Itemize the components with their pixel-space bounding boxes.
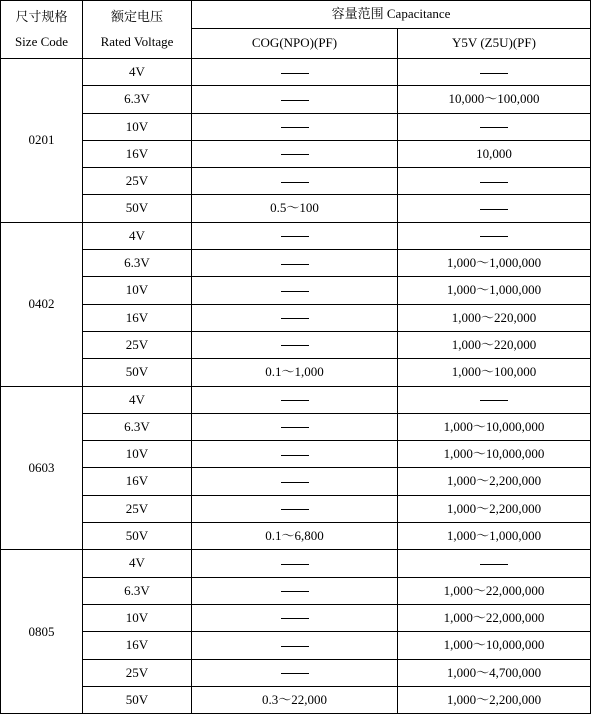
capacitance-header: 容量范围 Capacitance: [192, 1, 591, 29]
voltage-cell: 16V: [83, 304, 192, 331]
table-row: [1, 222, 591, 249]
voltage-cell: 4V: [83, 386, 192, 413]
voltage-cell: 16V: [83, 632, 192, 659]
table-row: [1, 277, 591, 304]
y5v-cell: 1,000～10,000,000: [398, 632, 591, 659]
dash-placeholder: [281, 618, 309, 619]
cog-empty-cell: [192, 468, 398, 495]
cog-cell: 0.1～6,800: [192, 523, 398, 550]
cog-empty-cell: [192, 604, 398, 631]
cog-empty-cell: [192, 140, 398, 167]
dash-placeholder: [281, 345, 309, 346]
size-code-cell: 0402: [1, 222, 83, 386]
dash-placeholder: [281, 154, 309, 155]
y5v-empty-cell: [398, 113, 591, 140]
y5v-cell: 1,000～2,200,000: [398, 686, 591, 713]
table-row: [1, 686, 591, 713]
voltage-cell: 25V: [83, 495, 192, 522]
cog-empty-cell: [192, 659, 398, 686]
rated-voltage-header-cn: 额定电压: [110, 8, 163, 24]
cog-empty-cell: [192, 577, 398, 604]
table-row: [1, 304, 591, 331]
cog-empty-cell: [192, 304, 398, 331]
table-row: [1, 523, 591, 550]
table-row: [1, 250, 591, 277]
cog-empty-cell: [192, 59, 398, 86]
y5v-cell: 10,000～100,000: [398, 86, 591, 113]
dash-placeholder: [281, 236, 309, 237]
dash-placeholder: [480, 400, 508, 401]
cog-empty-cell: [192, 331, 398, 358]
y5v-cell: 1,000～1,000,000: [398, 277, 591, 304]
voltage-cell: 10V: [83, 277, 192, 304]
table-row: [1, 604, 591, 631]
dash-placeholder: [281, 264, 309, 265]
table-row: [1, 359, 591, 386]
table-row: [1, 413, 591, 440]
dash-placeholder: [480, 182, 508, 183]
voltage-cell: 16V: [83, 468, 192, 495]
y5v-cell: 10,000: [398, 140, 591, 167]
cog-empty-cell: [192, 413, 398, 440]
voltage-cell: 6.3V: [83, 250, 192, 277]
size-code-cell: 0603: [1, 386, 83, 550]
cog-header: COG(NPO)(PF): [192, 29, 398, 59]
voltage-cell: 50V: [83, 523, 192, 550]
cog-cell: 0.3～22,000: [192, 686, 398, 713]
voltage-cell: 4V: [83, 222, 192, 249]
dash-placeholder: [480, 73, 508, 74]
table-row: [1, 577, 591, 604]
table-row: [1, 550, 591, 577]
y5v-cell: 1,000～1,000,000: [398, 523, 591, 550]
y5v-cell: 1,000～220,000: [398, 304, 591, 331]
cog-empty-cell: [192, 86, 398, 113]
cog-empty-cell: [192, 386, 398, 413]
voltage-cell: 10V: [83, 113, 192, 140]
table-row: [1, 86, 591, 113]
dash-placeholder: [281, 509, 309, 510]
cog-empty-cell: [192, 550, 398, 577]
y5v-cell: 1,000～1,000,000: [398, 250, 591, 277]
table-row: [1, 632, 591, 659]
table-row: [1, 468, 591, 495]
cog-cell: 0.1～1,000: [192, 359, 398, 386]
size-code-header-en: Size Code: [14, 34, 69, 49]
y5v-cell: 1,000～22,000,000: [398, 577, 591, 604]
table-row: [1, 59, 591, 86]
y5v-empty-cell: [398, 550, 591, 577]
cog-empty-cell: [192, 168, 398, 195]
dash-placeholder: [281, 127, 309, 128]
size-code-header-cn: 尺寸规格: [15, 8, 68, 24]
rated-voltage-header-en: Rated Voltage: [100, 34, 174, 49]
y5v-cell: 1,000～220,000: [398, 331, 591, 358]
dash-placeholder: [281, 427, 309, 428]
cog-empty-cell: [192, 250, 398, 277]
voltage-cell: 4V: [83, 550, 192, 577]
voltage-cell: 4V: [83, 59, 192, 86]
table-row: [1, 495, 591, 522]
table-row: [1, 168, 591, 195]
rated-voltage-header: [83, 1, 192, 59]
y5v-cell: 1,000～10,000,000: [398, 441, 591, 468]
dash-placeholder: [281, 400, 309, 401]
size-code-cell: 0805: [1, 550, 83, 714]
voltage-cell: 50V: [83, 359, 192, 386]
y5v-cell: 1,000～2,200,000: [398, 468, 591, 495]
dash-placeholder: [281, 455, 309, 456]
dash-placeholder: [480, 236, 508, 237]
size-code-header: [1, 1, 83, 59]
y5v-empty-cell: [398, 195, 591, 222]
dash-placeholder: [281, 291, 309, 292]
dash-placeholder: [281, 182, 309, 183]
dash-placeholder: [281, 482, 309, 483]
voltage-cell: 25V: [83, 168, 192, 195]
y5v-cell: 1,000～22,000,000: [398, 604, 591, 631]
y5v-cell: 1,000～4,700,000: [398, 659, 591, 686]
table-row: [1, 331, 591, 358]
voltage-cell: 25V: [83, 659, 192, 686]
dash-placeholder: [480, 127, 508, 128]
dash-placeholder: [281, 318, 309, 319]
y5v-cell: 1,000～2,200,000: [398, 495, 591, 522]
y5v-empty-cell: [398, 222, 591, 249]
y5v-cell: 1,000～100,000: [398, 359, 591, 386]
cog-empty-cell: [192, 495, 398, 522]
voltage-cell: 50V: [83, 686, 192, 713]
dash-placeholder: [281, 591, 309, 592]
voltage-cell: 16V: [83, 140, 192, 167]
table-row: [1, 659, 591, 686]
y5v-header: Y5V (Z5U)(PF): [398, 29, 591, 59]
dash-placeholder: [480, 209, 508, 210]
table-row: [1, 113, 591, 140]
voltage-cell: 50V: [83, 195, 192, 222]
dash-placeholder: [480, 564, 508, 565]
y5v-cell: 1,000～10,000,000: [398, 413, 591, 440]
voltage-cell: 10V: [83, 441, 192, 468]
cog-empty-cell: [192, 222, 398, 249]
cog-empty-cell: [192, 441, 398, 468]
y5v-empty-cell: [398, 168, 591, 195]
dash-placeholder: [281, 73, 309, 74]
cog-cell: 0.5～100: [192, 195, 398, 222]
dash-placeholder: [281, 646, 309, 647]
table-body: [1, 59, 591, 714]
y5v-empty-cell: [398, 386, 591, 413]
table-row: [1, 140, 591, 167]
table-row: [1, 195, 591, 222]
size-code-cell: 0201: [1, 59, 83, 223]
cog-empty-cell: [192, 277, 398, 304]
cog-empty-cell: [192, 632, 398, 659]
voltage-cell: 10V: [83, 604, 192, 631]
voltage-cell: 6.3V: [83, 577, 192, 604]
cog-empty-cell: [192, 113, 398, 140]
table-row: [1, 386, 591, 413]
y5v-empty-cell: [398, 59, 591, 86]
voltage-cell: 25V: [83, 331, 192, 358]
dash-placeholder: [281, 673, 309, 674]
table-row: [1, 441, 591, 468]
dash-placeholder: [281, 100, 309, 101]
voltage-cell: 6.3V: [83, 413, 192, 440]
voltage-cell: 6.3V: [83, 86, 192, 113]
dash-placeholder: [281, 564, 309, 565]
